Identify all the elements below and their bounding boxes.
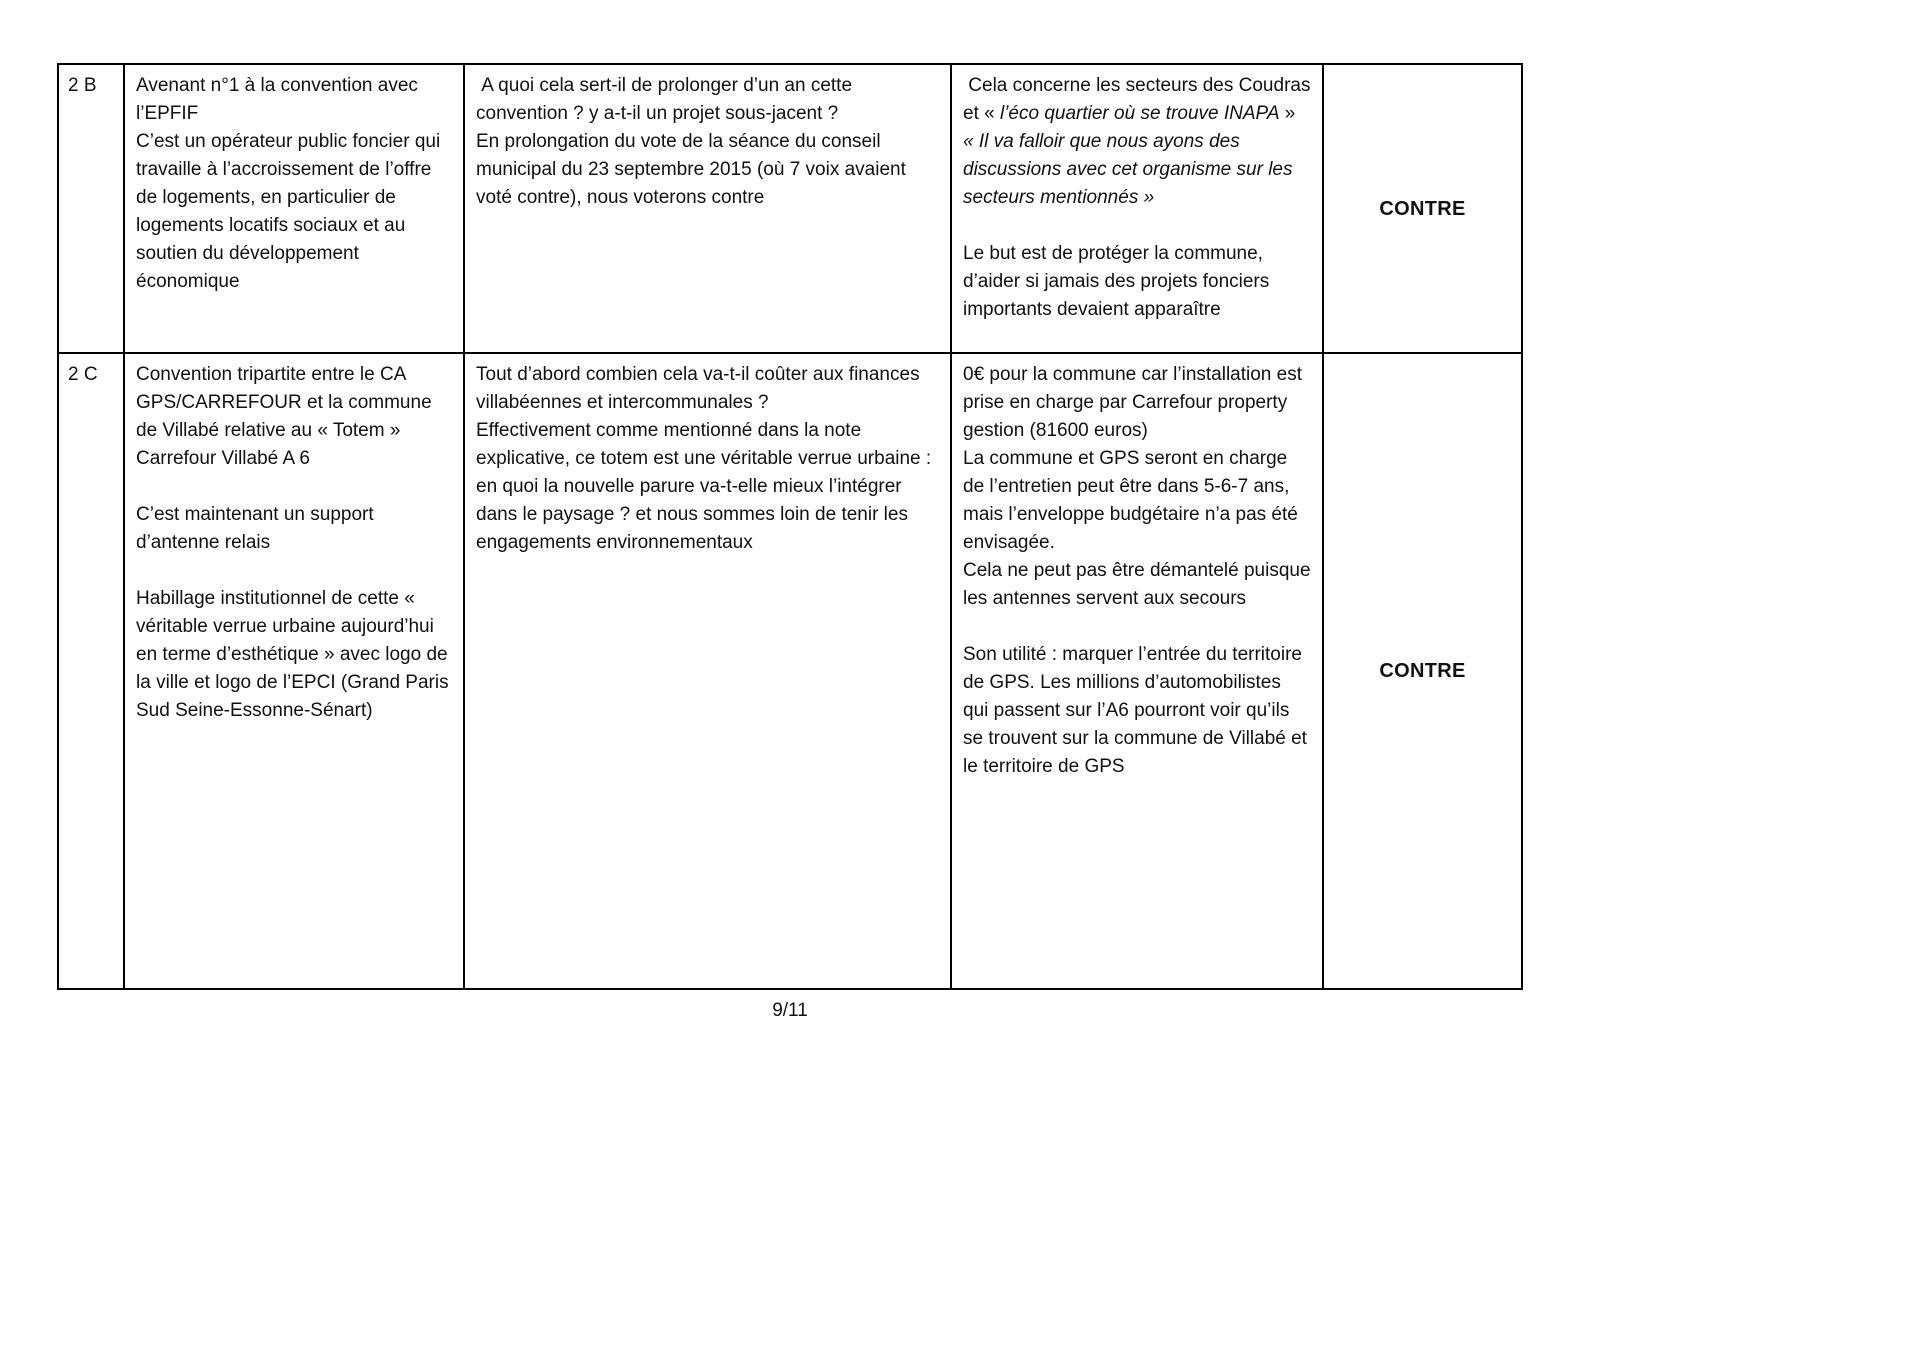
row-2c-response-cell bbox=[952, 354, 1324, 988]
row-id: 2 C bbox=[68, 364, 98, 385]
paragraph: La commune et GPS seront en charge de l’entretien peut être dans 5-6-7 ans, mais l’enveloppe budgétaire n’a pas été envisagée. bbox=[963, 448, 1304, 553]
page-number: 9/11 bbox=[772, 1000, 808, 1021]
paragraph: En prolongation du vote de la séance du conseil municipal du 23 septembre 2015 (où 7 voix avaient voté contre), nous voterons contre bbox=[476, 131, 912, 208]
paragraph: Tout d’abord combien cela va-t-il coûter aux finances villabéennes et intercommunales ? bbox=[476, 364, 925, 413]
paragraph: C’est maintenant un support d’antenne relais bbox=[136, 504, 379, 553]
quoted-italic-paragraph: « Il va falloir que nous ayons des discussions avec cet organisme sur les secteurs mentionnés » bbox=[963, 131, 1298, 208]
paragraph: Habillage institutionnel de cette « véritable verrue urbaine aujourd’hui en terme d’esthétique » avec logo de la ville et logo de l’EPCI (Grand Paris Sud Seine-Essonne-Sénart) bbox=[136, 588, 454, 721]
vote-label: CONTRE bbox=[1379, 660, 1466, 682]
blank-line bbox=[136, 473, 452, 501]
row-2c-vote-cell bbox=[1324, 354, 1521, 988]
paragraph: C’est un opérateur public foncier qui travaille à l’accroissement de l’offre de logements, en particulier de logements locatifs sociaux et au soutien du développement économique bbox=[136, 131, 446, 292]
paragraph: Effectivement comme mentionné dans la note explicative, ce totem est une véritable verrue urbaine : en quoi la nouvelle parure va-t-elle mieux l’intégrer dans le paysage ? et nous sommes loin de tenir les engagements environnementaux bbox=[476, 420, 937, 553]
paragraph bbox=[963, 72, 1316, 128]
row-2b-response-cell bbox=[952, 65, 1324, 354]
row-id: 2 B bbox=[68, 75, 97, 96]
row-2b-subject-cell bbox=[125, 65, 465, 354]
row-2b-id-cell bbox=[59, 65, 125, 354]
blank-line bbox=[136, 557, 452, 585]
paragraph: Avenant n°1 à la convention avec l’EPFIF bbox=[136, 75, 424, 124]
paragraph: Son utilité : marquer l’entrée du territoire de GPS. Les millions d’automobilistes qui passent sur l’A6 pourront voir qu’ils se trouvent sur la commune de Villabé et le territoire de GPS bbox=[963, 644, 1313, 777]
blank-line bbox=[963, 212, 1311, 240]
paragraph: Cela ne peut pas être démantelé puisque les antennes servent aux secours bbox=[963, 560, 1316, 609]
paragraph: Convention tripartite entre le CA GPS/CARREFOUR et la commune de Villabé relative au « Totem » Carrefour Villabé A 6 bbox=[136, 364, 437, 469]
paragraph: Le but est de protéger la commune, d’aider si jamais des projets fonciers importants devaient apparaître bbox=[963, 243, 1275, 320]
row-2b-question-cell bbox=[465, 65, 952, 354]
row-2b-vote-cell bbox=[1324, 65, 1521, 354]
paragraph: 0€ pour la commune car l’installation est prise en charge par Carrefour property gestion (81600 euros) bbox=[963, 364, 1308, 441]
response-text: » bbox=[1279, 103, 1296, 124]
paragraph: A quoi cela sert-il de prolonger d’un an cette convention ? y a-t-il un projet sous-jacent ? bbox=[476, 75, 858, 124]
deliberations-table bbox=[57, 63, 1523, 990]
vote-label: CONTRE bbox=[1379, 197, 1466, 220]
row-2c-question-cell bbox=[465, 354, 952, 988]
response-text: Cela concerne les secteurs des Coudras et « bbox=[963, 75, 1316, 124]
row-2c-id-cell bbox=[59, 354, 125, 988]
row-2c-subject-cell bbox=[125, 354, 465, 988]
blank-line bbox=[963, 613, 1311, 641]
quoted-italic-text: l’éco quartier où se trouve INAPA bbox=[999, 103, 1280, 124]
